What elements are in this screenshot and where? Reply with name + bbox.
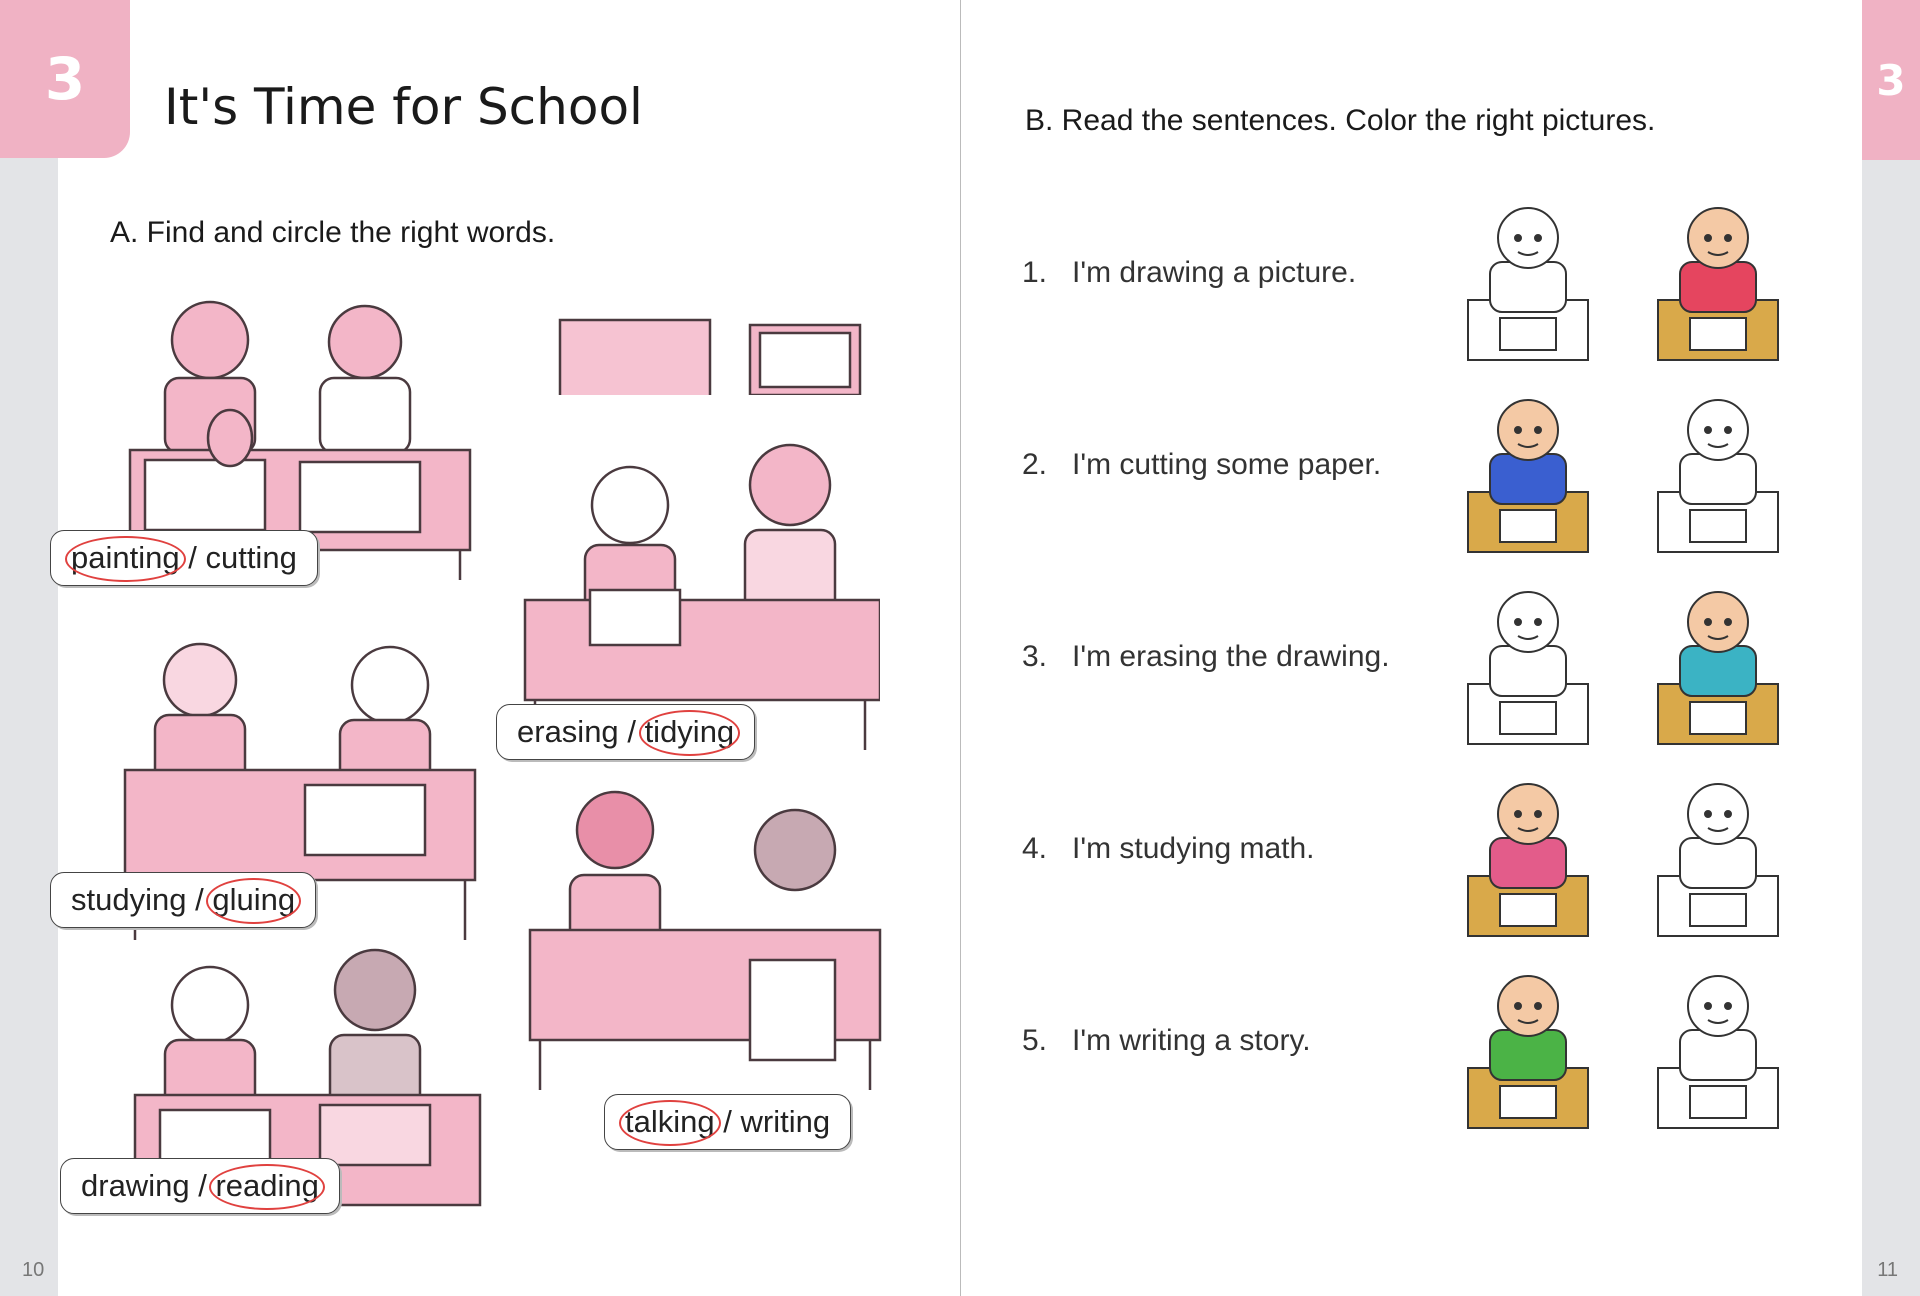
- sentence-row: [1022, 1024, 1311, 1058]
- page-number-right: 11: [1877, 1259, 1898, 1281]
- sentence-row: [1022, 832, 1315, 866]
- unit-number: 3: [1876, 55, 1906, 105]
- sentence-text: I'm erasing the drawing.: [1072, 640, 1390, 673]
- word-option-1[interactable]: talking: [625, 1104, 715, 1139]
- right-margin-strip: [1862, 0, 1920, 1296]
- section-a-instruction: A. Find and circle the right words.: [110, 216, 556, 249]
- word-choice-label: [496, 704, 755, 760]
- page-title: It's Time for School: [164, 78, 643, 136]
- sentence-number: 4.: [1022, 832, 1048, 865]
- coloring-picture[interactable]: [1650, 200, 1785, 365]
- sentence-number: 3.: [1022, 640, 1048, 673]
- word-option-2[interactable]: writing: [740, 1104, 831, 1139]
- coloring-picture[interactable]: [1460, 200, 1595, 365]
- separator: /: [723, 1104, 732, 1139]
- coloring-picture[interactable]: [1650, 392, 1785, 557]
- word-option-2[interactable]: tidying: [644, 714, 735, 749]
- sentence-text: I'm drawing a picture.: [1072, 256, 1357, 289]
- sentence-number: 2.: [1022, 448, 1048, 481]
- separator: /: [188, 540, 197, 575]
- word-choice-label: [50, 872, 316, 928]
- coloring-picture[interactable]: [1460, 968, 1595, 1133]
- coloring-picture[interactable]: [1460, 392, 1595, 557]
- sentence-row: [1022, 448, 1381, 482]
- word-choice-label: [60, 1158, 340, 1214]
- sentence-row: [1022, 256, 1356, 290]
- word-option-2[interactable]: gluing: [212, 882, 296, 917]
- unit-number: 3: [44, 45, 86, 113]
- separator: /: [195, 882, 204, 917]
- coloring-picture[interactable]: [1650, 968, 1785, 1133]
- coloring-picture[interactable]: [1460, 776, 1595, 941]
- unit-number-tab-left: [0, 0, 130, 158]
- page-number-left: 10: [22, 1259, 45, 1281]
- word-option-2[interactable]: reading: [215, 1168, 319, 1203]
- word-choice-label: [50, 530, 318, 586]
- sentence-number: 5.: [1022, 1024, 1048, 1057]
- sentence-text: I'm studying math.: [1072, 832, 1315, 865]
- word-option-2[interactable]: cutting: [205, 540, 297, 575]
- word-option-1[interactable]: painting: [71, 540, 180, 575]
- wall-pictures: [555, 315, 865, 395]
- word-option-1[interactable]: drawing: [81, 1168, 190, 1203]
- sentence-row: [1022, 640, 1390, 674]
- word-option-1[interactable]: erasing: [517, 714, 619, 749]
- sentence-text: I'm cutting some paper.: [1072, 448, 1382, 481]
- coloring-picture[interactable]: [1460, 584, 1595, 749]
- unit-number-tab-right: [1862, 0, 1920, 160]
- left-margin-strip: [0, 0, 58, 1296]
- word-choice-label: [604, 1094, 851, 1150]
- coloring-picture[interactable]: [1650, 584, 1785, 749]
- separator: /: [627, 714, 636, 749]
- section-b-instruction: B. Read the sentences. Color the right pictures.: [1025, 104, 1656, 137]
- talking-writing-scene: [525, 790, 885, 1090]
- page-gutter: [960, 0, 961, 1296]
- word-option-1[interactable]: studying: [71, 882, 187, 917]
- coloring-picture[interactable]: [1650, 776, 1785, 941]
- separator: /: [198, 1168, 207, 1203]
- sentence-text: I'm writing a story.: [1072, 1024, 1311, 1057]
- sentence-number: 1.: [1022, 256, 1048, 289]
